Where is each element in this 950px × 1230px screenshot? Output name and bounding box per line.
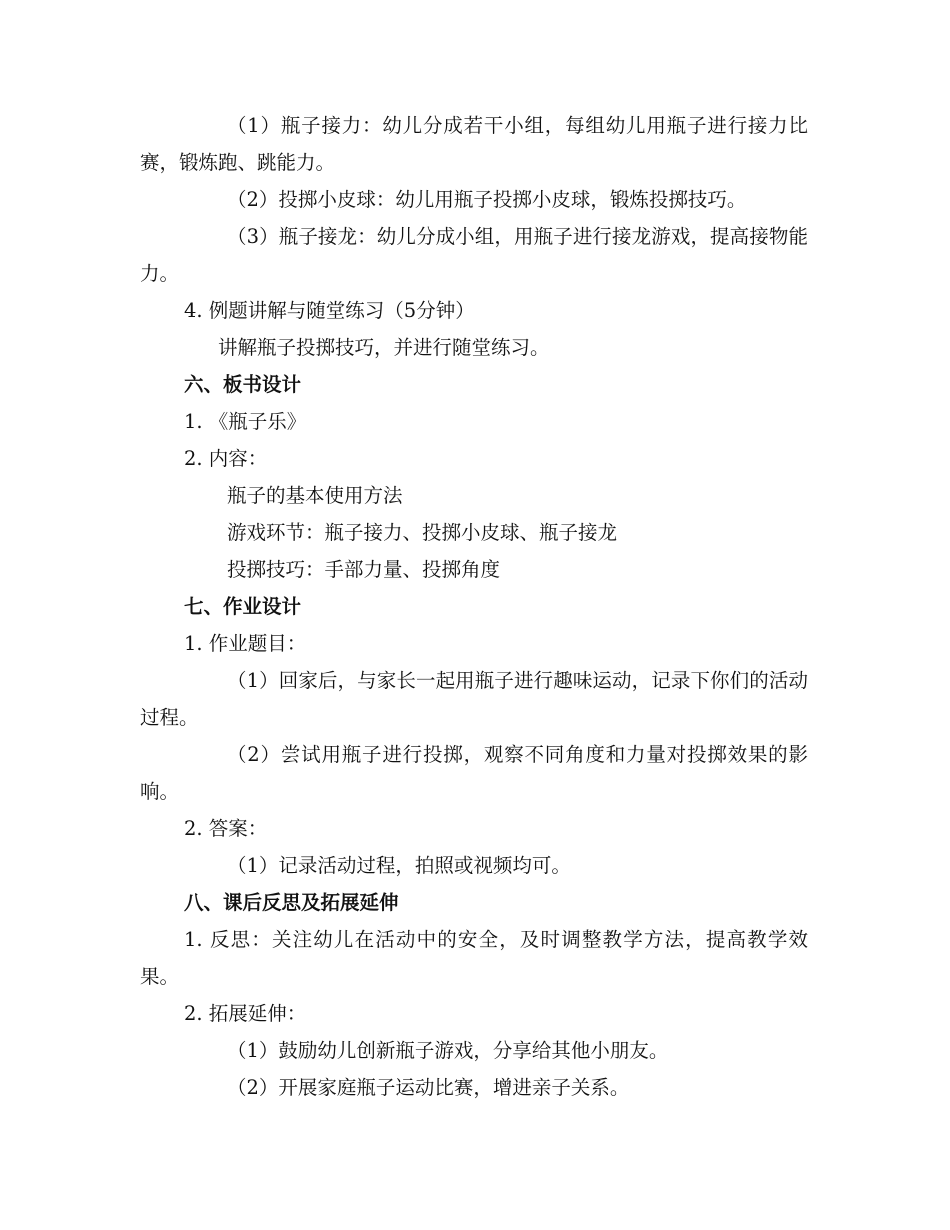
content-line-basic-usage: 瓶子的基本使用方法 — [227, 484, 403, 507]
paragraph-extension-2: （2）开展家庭瓶子运动比赛，增进亲子关系。 — [227, 1076, 630, 1099]
section-heading-reflection: 八、课后反思及拓展延伸 — [184, 891, 399, 914]
paragraph-answer-1: （1）记录活动过程，拍照或视频均可。 — [227, 854, 571, 877]
paragraph-homework-1: （1）回家后，与家长一起用瓶子进行趣味运动，记录下你们的活动过程。 — [140, 669, 808, 729]
paragraph-bottle-chain: （3）瓶子接龙：幼儿分成小组，用瓶子进行接龙游戏，提高接物能力。 — [140, 225, 808, 285]
list-item-title: 1. 《瓶子乐》 — [184, 410, 307, 433]
list-item-content: 2. 内容： — [184, 447, 268, 470]
section-heading-blackboard: 六、板书设计 — [184, 373, 302, 396]
list-item-answers: 2. 答案： — [184, 817, 268, 840]
paragraph-explain-technique: 讲解瓶子投掷技巧，并进行随堂练习。 — [218, 336, 550, 359]
paragraph-bottle-relay: （1）瓶子接力：幼儿分成若干小组，每组幼儿用瓶子进行接力比赛，锻炼跑、跳能力。 — [140, 114, 808, 174]
section-heading-homework: 七、作业设计 — [184, 595, 302, 618]
document-body — [140, 107, 808, 1106]
content-line-game-sections: 游戏环节：瓶子接力、投掷小皮球、瓶子接龙 — [227, 521, 618, 544]
paragraph-reflection: 1. 反思：关注幼儿在活动中的安全，及时调整教学方法，提高教学效果。 — [140, 928, 808, 988]
paragraph-homework-2: （2）尝试用瓶子进行投掷，观察不同角度和力量对投掷效果的影响。 — [140, 743, 808, 803]
list-item-extension: 2. 拓展延伸： — [184, 1002, 307, 1025]
paragraph-extension-1: （1）鼓励幼儿创新瓶子游戏，分享给其他小朋友。 — [227, 1039, 669, 1062]
list-item-example-practice: 4. 例题讲解与随堂练习（5分钟） — [184, 299, 475, 322]
paragraph-throw-ball: （2）投掷小皮球：幼儿用瓶子投掷小皮球，锻炼投掷技巧。 — [227, 188, 747, 211]
content-line-throw-technique: 投掷技巧：手部力量、投掷角度 — [227, 558, 501, 581]
list-item-homework-topics: 1. 作业题目： — [184, 632, 307, 655]
